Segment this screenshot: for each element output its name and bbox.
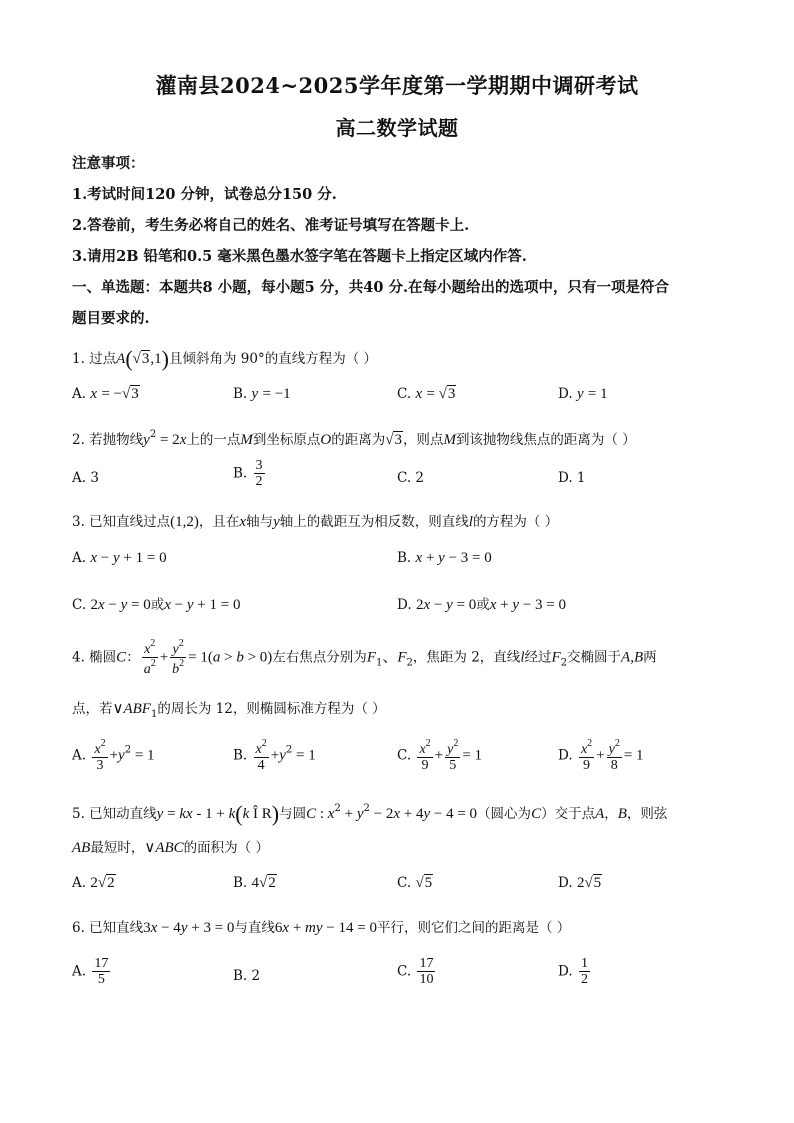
q2-option-c[interactable]: C. 2	[397, 470, 425, 486]
q4-option-a[interactable]: A. $\frac{x^2}{3}$ $+y^2 = 1$	[72, 738, 155, 774]
q6-option-c[interactable]: C. $\frac{17}{10}$	[397, 956, 434, 988]
q1-option-d[interactable]: D. y = 1	[558, 386, 608, 402]
q6-option-a[interactable]: A. $\frac{17}{5}$	[72, 956, 109, 988]
q5-option-b[interactable]: B. 4√2	[233, 875, 276, 891]
q2-option-b[interactable]: B. $\frac{3}{2}$	[233, 458, 263, 490]
section-heading-line2: 题目要求的.	[72, 310, 150, 327]
section-heading-line1: 一、单选题：本题共8 小题，每小题5 分，共40 分.在每小题给出的选项中，只有一项是符合	[72, 279, 670, 296]
q5-option-a[interactable]: A. 2√2	[72, 875, 115, 891]
q2-option-a[interactable]: A. 3	[72, 470, 99, 486]
q1-option-c[interactable]: C. x = √3	[397, 386, 456, 402]
question-5: 5. 已知动直线y = kx - 1 + k(k Î R)与圆C : $x^2 + y^2 - 2x + 4y - 4 = 0$（圆心为C）交于点A，B，则弦	[72, 801, 668, 826]
exam-title: 灌南县2024~2025学年度第一学期期中调研考试	[155, 73, 639, 98]
q1-option-b[interactable]: B. y = −1	[233, 386, 291, 402]
q4-option-c[interactable]: C. $\frac{x^2}{9}$ + $\frac{y^2}{5}$ = 1	[397, 738, 483, 774]
question-5-line2: AB最短时，∨ABC的面积为（ ）	[72, 840, 269, 856]
question-4: 4. 椭圆C： $\frac{x^2}{a^2}$ + $\frac{y^2}{b^2}$ = 1(a > b > 0)左右焦点分别为$F_1$、$F_2$，焦距为 2，直线l经过$F_2$交椭圆于A,B两	[72, 638, 657, 678]
q5-option-d[interactable]: D. 2√5	[558, 875, 602, 891]
q6-option-d[interactable]: D. $\frac{1}{2}$	[558, 956, 588, 988]
question-6: 6. 已知直线3x − 4y + 3 = 0与直线6x + my − 14 = 0平行，则它们之间的距离是（ ）	[72, 920, 571, 936]
q2-option-d[interactable]: D. 1	[558, 470, 586, 486]
exam-subtitle: 高二数学试题	[335, 116, 459, 140]
notice-item-3: 3.请用2B 铅笔和0.5 毫米黑色墨水签字笔在答题卡上指定区域内作答.	[72, 248, 527, 265]
q5-option-c[interactable]: C. √5	[397, 875, 433, 891]
q3-option-c[interactable]: C. 2x − y = 0或x − y + 1 = 0	[72, 597, 241, 613]
q4-option-d[interactable]: D. $\frac{x^2}{9}$ + $\frac{y^2}{8}$ = 1	[558, 738, 644, 774]
question-2: 2. 若抛物线$y^2 = 2x$上的一点M到坐标原点O的距离为√3，则点M到该抛物线焦点的距离为（ ）	[72, 429, 636, 448]
question-1: 1. 过点A(√3,1)且倾斜角为 90°的直线方程为（ ）	[72, 346, 377, 371]
notice-heading: 注意事项：	[72, 155, 145, 172]
q3-option-d[interactable]: D. 2x − y = 0或x + y − 3 = 0	[397, 597, 566, 613]
notice-item-1: 1.考试时间120 分钟，试卷总分150 分.	[72, 186, 337, 203]
q6-option-b[interactable]: B. 2	[233, 968, 261, 984]
question-4-line2: 点，若$\vee ABF_1$的周长为 12，则椭圆标准方程为（ ）	[72, 701, 386, 720]
q1-option-a[interactable]: A. x = −√3	[72, 386, 139, 402]
q3-option-b[interactable]: B. x + y − 3 = 0	[397, 550, 492, 566]
q4-option-b[interactable]: B. $\frac{x^2}{4}$ $+y^2 = 1$	[233, 738, 316, 774]
question-3: 3. 已知直线过点(1,2)，且在x轴与y轴上的截距互为相反数，则直线l的方程为（ ）	[72, 514, 559, 530]
q3-option-a[interactable]: A. x − y + 1 = 0	[72, 550, 167, 566]
notice-item-2: 2.答卷前，考生务必将自己的姓名、准考证号填写在答题卡上.	[72, 217, 470, 234]
